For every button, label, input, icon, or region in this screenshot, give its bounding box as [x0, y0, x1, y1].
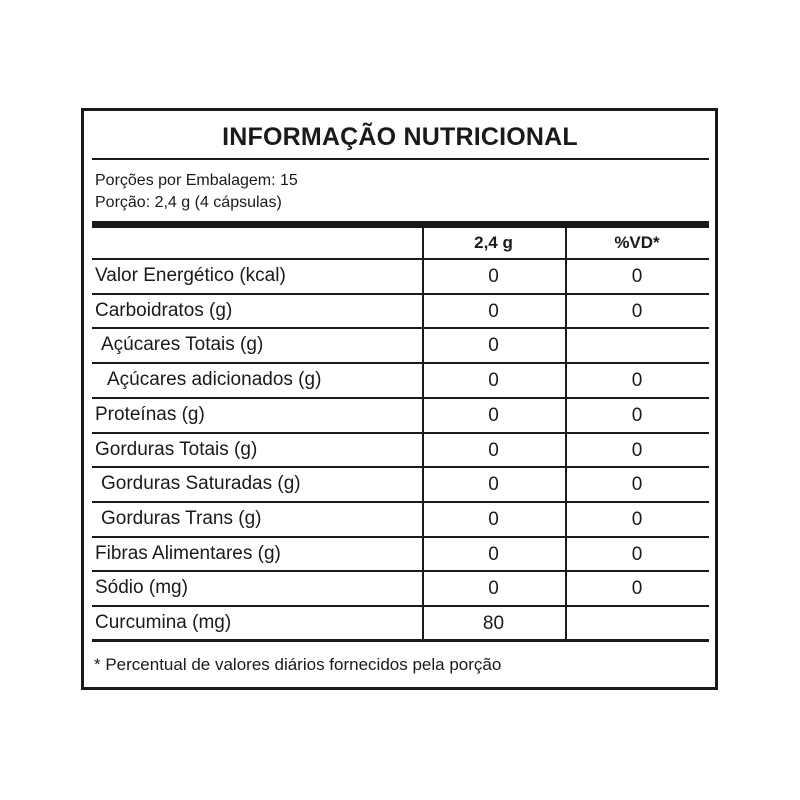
- nutrient-daily-value: 0: [631, 578, 643, 600]
- nutrient-daily-value: 0: [631, 404, 643, 426]
- nutrient-amount: 0: [488, 474, 499, 496]
- nutrient-daily-value: 0: [631, 370, 643, 392]
- nutrient-amount: 0: [488, 266, 499, 287]
- nutrient-amount: 0: [488, 370, 499, 392]
- nutrient-name: Fibras Alimentares (g): [95, 542, 281, 564]
- thick-divider-top: [92, 221, 709, 228]
- thick-divider-bottom: [92, 639, 709, 642]
- nutrient-amount: 0: [488, 335, 499, 357]
- row-divider: [92, 258, 709, 260]
- row-divider: [92, 466, 709, 468]
- nutrient-amount: 80: [482, 613, 505, 634]
- nutrient-name: Valor Energético (kcal): [95, 265, 286, 286]
- nutrient-name: Carboidratos (g): [95, 299, 233, 321]
- servings-per-package: Porções por Embalagem: 15: [95, 172, 298, 189]
- row-divider: [92, 362, 709, 364]
- row-divider: [92, 605, 709, 607]
- row-divider: [92, 293, 709, 295]
- label-title: INFORMAÇÃO NUTRICIONAL: [222, 123, 578, 151]
- column-header-amount: 2,4 g: [474, 233, 513, 252]
- nutrient-amount: 0: [488, 439, 499, 461]
- footnote: * Percentual de valores diários fornecidos pela porção: [94, 655, 502, 674]
- nutrient-daily-value: 0: [631, 474, 643, 496]
- row-divider: [92, 536, 709, 538]
- nutrient-daily-value: 0: [631, 439, 643, 461]
- serving-size: Porção: 2,4 g (4 cápsulas): [95, 194, 282, 211]
- title-divider: [92, 158, 709, 160]
- nutrient-name: Açúcares adicionados (g): [107, 369, 322, 391]
- nutrient-daily-value: 0: [631, 266, 643, 287]
- row-divider: [92, 397, 709, 399]
- nutrient-amount: 0: [488, 404, 499, 426]
- row-divider: [92, 570, 709, 572]
- nutrient-name: Proteínas (g): [95, 403, 205, 425]
- nutrient-name: Gorduras Saturadas (g): [101, 473, 301, 495]
- nutrient-name: Curcumina (mg): [95, 612, 232, 633]
- row-divider: [92, 501, 709, 503]
- nutrient-amount: 0: [488, 543, 499, 565]
- row-divider: [92, 432, 709, 434]
- nutrient-amount: 0: [488, 578, 499, 600]
- nutrient-name: Gorduras Trans (g): [101, 507, 262, 529]
- nutrient-amount: 0: [488, 508, 499, 530]
- nutrient-daily-value: 0: [631, 300, 643, 322]
- nutrient-amount: 0: [488, 300, 499, 322]
- nutrient-name: Gorduras Totais (g): [95, 438, 258, 460]
- column-header-daily-value: %VD*: [614, 233, 660, 252]
- nutrient-name: Sódio (mg): [95, 577, 188, 599]
- row-divider: [92, 327, 709, 329]
- nutrient-daily-value: 0: [631, 508, 643, 530]
- nutrient-daily-value: 0: [631, 543, 643, 565]
- nutrient-name: Açúcares Totais (g): [101, 334, 264, 356]
